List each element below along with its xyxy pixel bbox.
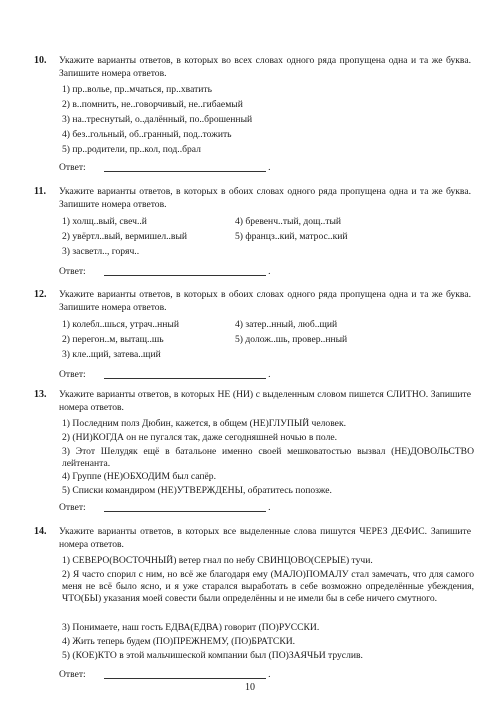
answer-line[interactable] (104, 266, 266, 276)
page-number: 10 (245, 682, 255, 693)
task-question: Укажите варианты ответов, в которых во всех словах одного ряда пропущена одна и та же буква. Запишите номера ответов. (59, 55, 471, 79)
answer-field[interactable]: Ответ: . (59, 502, 271, 513)
option-1: 1) колебл..шься, утрач..нный (62, 319, 179, 330)
task-number: 10. (34, 55, 47, 66)
option-4: 4) затер..нный, люб..щий (235, 319, 338, 330)
option-5: 5) Списки командиром (НЕ)УТВЕРЖДЕНЫ, обратитесь попозже. (62, 485, 332, 496)
option-5: 5) пр..родители, пр..кол, под..брал (62, 144, 201, 155)
option-3: 3) на..треснутый, о..далённый, по..брошенный (62, 114, 253, 125)
answer-label: Ответ: (59, 266, 86, 277)
option-2: 2) Я часто спорил с ним, но всё же благодаря ему (МАЛО)ПОМАЛУ стал замечать, что для самого меня не всё было ясно, и я уже старался выработать в себе возможно определённые убеждения, ЧТО(БЫ) указания моей совести были определённы и не имели бы в себе ничего смутного. (62, 569, 474, 604)
option-3: 3) кле..щий, затева..щий (62, 349, 161, 360)
answer-field[interactable]: Ответ: . (59, 369, 271, 380)
option-4: 4) без..гольный, об..гранный, под..тожить (62, 129, 232, 140)
task-number: 13. (34, 389, 47, 400)
answer-line[interactable] (104, 502, 266, 512)
option-5: 5) (КОЕ)КТО в этой мальчишеской компании был (ПО)ЗАЯЧЬИ труслив. (62, 650, 363, 661)
option-1: 1) пр..волье, пр..мчаться, пр..хватить (62, 84, 212, 95)
option-1: 1) Последним полз Дюбин, кажется, в общем (НЕ)ГЛУПЫЙ человек. (62, 418, 347, 429)
task-question: Укажите варианты ответов, в которых все выделенные слова пишутся ЧЕРЕЗ ДЕФИС. Запишите номера ответов. (59, 526, 471, 550)
option-4: 4) бревенч..тый, дощ..тый (235, 216, 342, 227)
answer-line[interactable] (104, 669, 266, 679)
task-number: 12. (34, 289, 47, 300)
option-5: 5) долож..шь, провер..нный (235, 334, 348, 345)
option-3: 3) Этот Шелудяк ещё в батальоне именно своей мешковатостью вызвал (НЕ)ДОВОЛЬСТВО лейтенанта. (62, 446, 474, 469)
task-question: Укажите варианты ответов, в которых в обоих словах одного ряда пропущена одна и та же буква. Запишите номера ответов. (59, 186, 471, 210)
task-question: Укажите варианты ответов, в которых в обоих словах одного ряда пропущена одна и та же буква. Запишите номера ответов. (59, 289, 471, 313)
answer-line[interactable] (104, 369, 266, 379)
task-question: Укажите варианты ответов, в которых НЕ (НИ) с выделенным словом пишется СЛИТНО. Запишите номера ответов. (59, 389, 471, 413)
option-4: 4) Группе (НЕ)ОБХОДИМ был сапёр. (62, 471, 216, 482)
answer-label: Ответ: (59, 669, 86, 680)
option-5: 5) францз..кий, матрос..кий (235, 231, 348, 242)
task-number: 14. (34, 526, 47, 537)
option-2: 2) увёртл..вый, вермишел..вый (62, 231, 188, 242)
option-2: 2) в..помнить, не..говорчивый, не..гибаемый (62, 99, 243, 110)
answer-label: Ответ: (59, 502, 86, 513)
option-2: 2) (НИ)КОГДА он не пугался так, даже сегодняшней ночью в поле. (62, 432, 338, 443)
task-number: 11. (34, 186, 46, 197)
answer-field[interactable]: Ответ: . (59, 162, 271, 173)
option-3: 3) Понимаете, наш гость ЕДВА(ЕДВА) говорит (ПО)РУССКИ. (62, 622, 320, 633)
answer-field[interactable]: Ответ: . (59, 266, 271, 277)
option-4: 4) Жить теперь будем (ПО)ПРЕЖНЕМУ, (ПО)БРАТСКИ. (62, 636, 296, 647)
option-2: 2) перегон..м, вытащ..шь (62, 334, 164, 345)
answer-label: Ответ: (59, 162, 86, 173)
option-1: 1) холщ..вый, свеч..й (62, 216, 147, 227)
answer-label: Ответ: (59, 369, 86, 380)
option-1: 1) СЕВЕРО(ВОСТОЧНЫЙ) ветер гнал по небу СВИНЦОВО(СЕРЫЕ) тучи. (62, 555, 373, 566)
answer-field[interactable]: Ответ: . (59, 669, 271, 680)
option-3: 3) засветл.., горяч.. (62, 246, 140, 257)
answer-line[interactable] (104, 162, 266, 172)
